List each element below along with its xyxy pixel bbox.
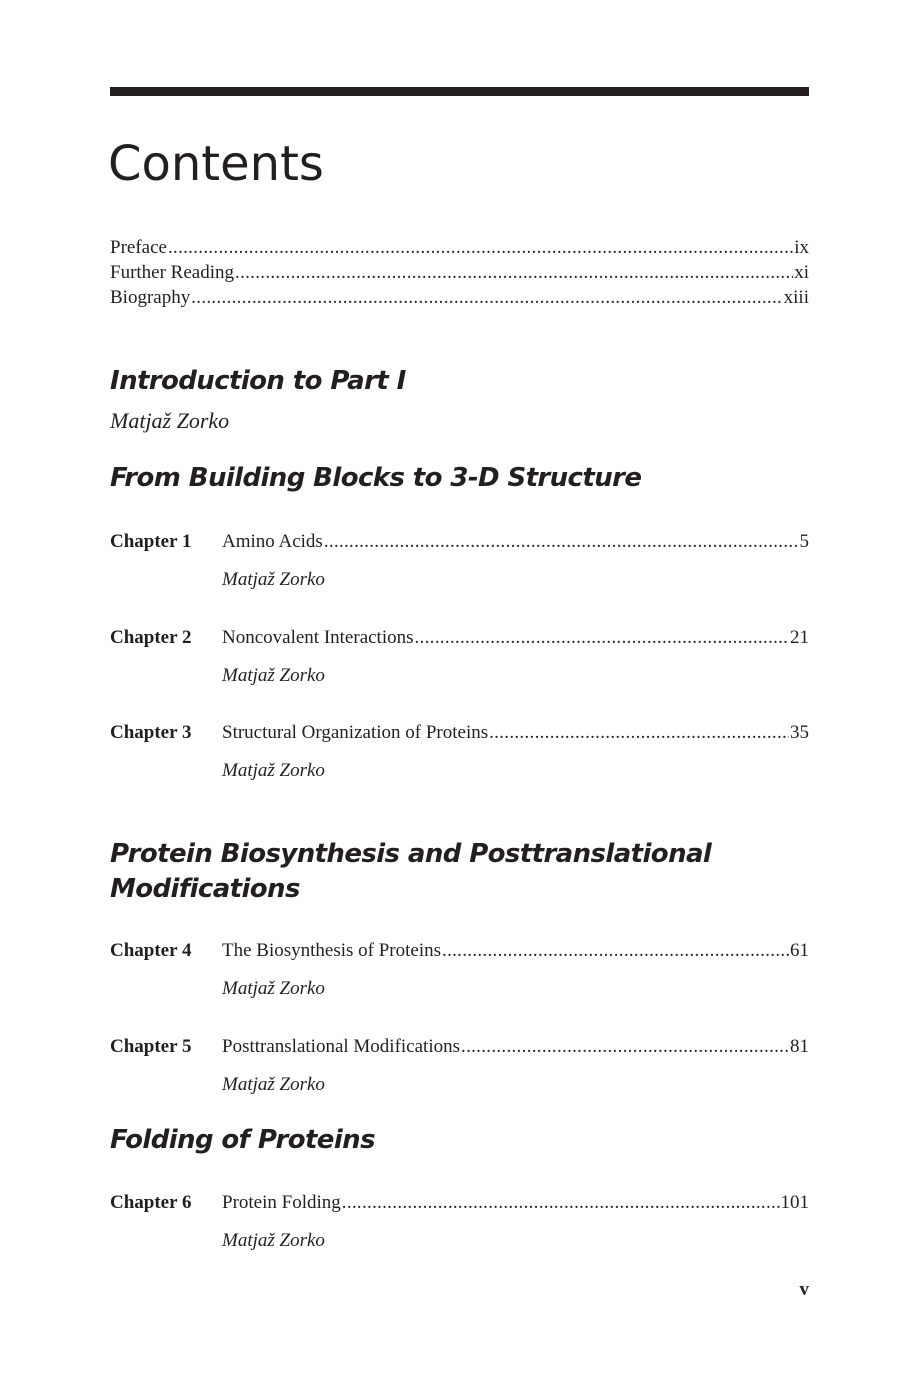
chapter-author: Matjaž Zorko xyxy=(222,1074,325,1095)
chapter-author: Matjaž Zorko xyxy=(222,569,325,590)
dot-leader xyxy=(235,260,793,285)
chapter-entry-5[interactable] xyxy=(110,1034,809,1097)
chapter-number: Chapter 3 xyxy=(110,722,192,743)
entry-page-number: ix xyxy=(794,237,809,258)
section-heading-biosynthesis xyxy=(110,837,711,907)
section-heading-line: Protein Biosynthesis and Posttranslational xyxy=(110,839,712,869)
chapter-page-number: 5 xyxy=(799,531,809,552)
chapter-title: Noncovalent Interactions xyxy=(222,627,414,648)
chapter-number: Chapter 6 xyxy=(110,1192,192,1213)
chapter-author: Matjaž Zorko xyxy=(222,760,325,781)
chapter-title: Posttranslational Modifications xyxy=(222,1036,461,1057)
chapter-number: Chapter 1 xyxy=(110,531,192,552)
section-heading-folding: Folding of Proteins xyxy=(110,1125,375,1155)
entry-label: Biography xyxy=(110,287,191,308)
chapter-page-number: 61 xyxy=(790,940,809,961)
chapter-entry-2[interactable] xyxy=(110,625,809,688)
chapter-author: Matjaž Zorko xyxy=(222,978,325,999)
dot-leader xyxy=(191,285,782,310)
chapter-entry-4[interactable] xyxy=(110,938,809,1001)
chapter-title: The Biosynthesis of Proteins xyxy=(222,940,442,961)
toc-entry-biography[interactable] xyxy=(110,285,809,310)
chapter-entry-1[interactable] xyxy=(110,529,809,592)
part-author: Matjaž Zorko xyxy=(110,408,230,433)
chapter-number: Chapter 2 xyxy=(110,627,192,648)
chapter-entry-3[interactable] xyxy=(110,720,809,783)
chapter-page-number: 21 xyxy=(790,627,809,648)
dot-leader xyxy=(461,1034,789,1059)
dot-leader xyxy=(342,1190,780,1215)
section-heading-line: Modifications xyxy=(110,874,300,904)
chapter-number: Chapter 4 xyxy=(110,940,192,961)
dot-leader xyxy=(442,938,789,963)
section-heading-building-blocks: From Building Blocks to 3-D Structure xyxy=(110,463,642,493)
page-folio: v xyxy=(799,1279,809,1300)
chapter-page-number: 101 xyxy=(780,1192,809,1213)
front-matter-list xyxy=(110,235,809,310)
chapter-title: Structural Organization of Proteins xyxy=(222,722,489,743)
top-rule xyxy=(110,87,809,96)
entry-page-number: xiii xyxy=(783,287,809,308)
chapter-page-number: 35 xyxy=(790,722,809,743)
chapter-title: Protein Folding xyxy=(222,1192,341,1213)
chapter-author: Matjaž Zorko xyxy=(222,1230,325,1251)
entry-label: Further Reading xyxy=(110,262,235,283)
chapter-title: Amino Acids xyxy=(222,531,323,552)
toc-entry-further-reading[interactable] xyxy=(110,260,809,285)
dot-leader xyxy=(489,720,789,745)
entry-label: Preface xyxy=(110,237,167,258)
chapter-entry-6[interactable] xyxy=(110,1190,809,1253)
entry-page-number: xi xyxy=(794,262,809,283)
chapter-author: Matjaž Zorko xyxy=(222,665,325,686)
toc-page xyxy=(110,0,809,1388)
dot-leader xyxy=(415,625,789,650)
chapter-number: Chapter 5 xyxy=(110,1036,192,1057)
dot-leader xyxy=(168,235,793,260)
dot-leader xyxy=(324,529,799,554)
page-title: Contents xyxy=(108,136,324,192)
chapter-page-number: 81 xyxy=(790,1036,809,1057)
toc-entry-preface[interactable] xyxy=(110,235,809,260)
part-heading-introduction: Introduction to Part I xyxy=(110,366,406,396)
